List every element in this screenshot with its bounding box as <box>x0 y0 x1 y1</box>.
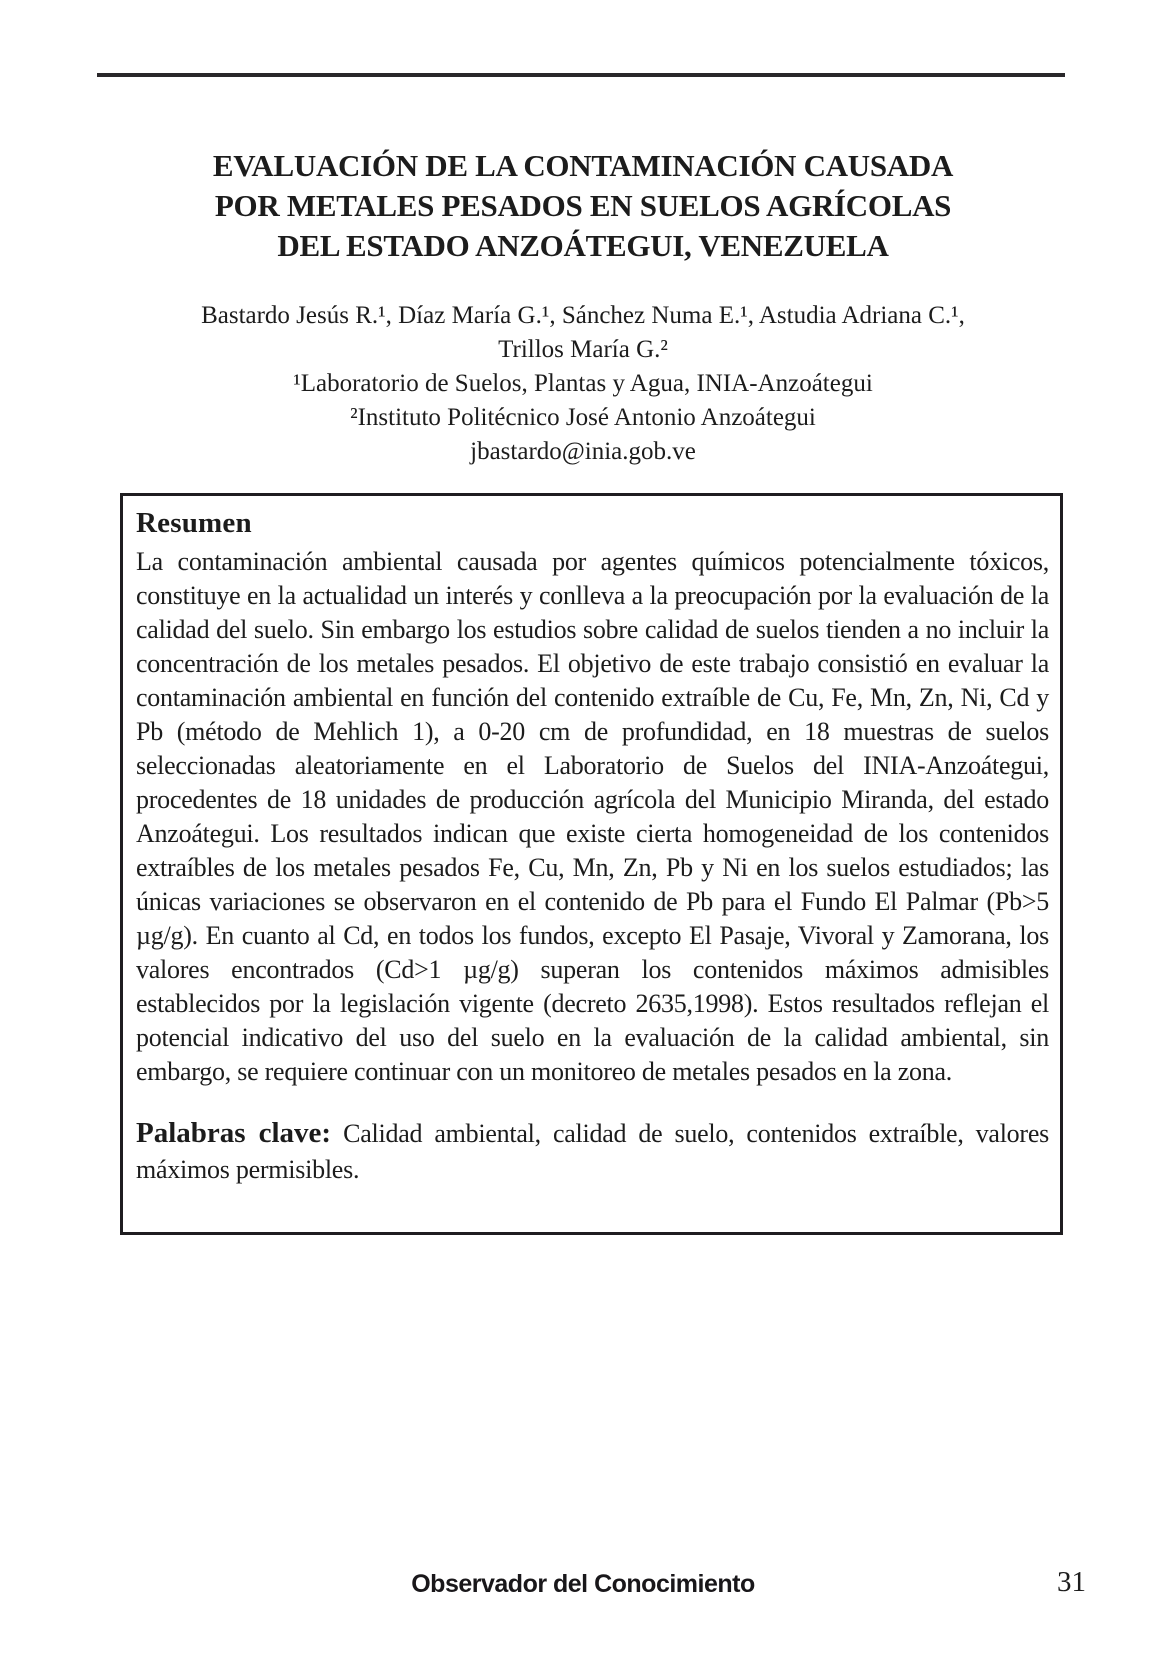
footer-journal-name: Observador del Conocimiento <box>411 1570 755 1598</box>
affiliation-1: ¹Laboratorio de Suelos, Plantas y Agua, INIA-Anzoátegui <box>293 370 873 397</box>
keywords-label: Palabras clave: <box>136 1117 332 1149</box>
abstract-box <box>120 493 1063 1235</box>
paper-title-line-3: DEL ESTADO ANZOÁTEGUI, VENEZUELA <box>277 228 889 263</box>
author-email: jbastardo@inia.gob.ve <box>470 438 696 465</box>
paper-title-line-2: POR METALES PESADOS EN SUELOS AGRÍCOLAS <box>214 188 952 223</box>
authors-block <box>60 299 1106 469</box>
keywords-paragraph <box>136 1115 1049 1188</box>
abstract-text: La contaminación ambiental causada por agentes químicos potencialmente tóxicos, constituye en la actualidad un interés y conlleva a la preocupación por la evaluación de la calidad del suelo. Sin embargo los estudios sobre calidad de suelos tienden a no incluir la concentración de los metales pesados. El objetivo de este trabajo consistió en evaluar la contaminación ambiental en función del contenido extraíble de Cu, Fe, Mn, Zn, Ni, Cd y Pb (método de Mehlich 1), a 0-20 cm de profundidad, en 18 muestras de suelos seleccionadas aleatoriamente en el Laboratorio de Suelos del INIA-Anzoátegui, procedentes de 18 unidades de producción agrícola del Municipio Miranda, del estado Anzoátegui. Los resultados indican que existe cierta homogeneidad de los contenidos extraíbles de los metales pesados Fe, Cu, Mn, Zn, Pb y Ni en los suelos estudiados; las únicas variaciones se observaron en el contenido de Pb para el Fundo El Palmar (Pb>5 µg/g). En cuanto al Cd, en todos los fundos, excepto El Pasaje, Vivoral y Zamorana, los valores encontrados (Cd>1 µg/g) superan los contenidos máximos admisibles establecidos por la legislación vigente (decreto 2635,1998). Estos resultados reflejan el potencial indicativo del uso del suelo en la evaluación de la calidad ambiental, sin embargo, se requiere continuar con un monitoreo de metales pesados en la zona. <box>136 547 1049 1086</box>
paper-title-line-1: EVALUACIÓN DE LA CONTAMINACIÓN CAUSADA <box>212 148 954 183</box>
affiliation-2: ²Instituto Politécnico José Antonio Anzoátegui <box>350 404 816 431</box>
authors-line-1: Bastardo Jesús R.¹, Díaz María G.¹, Sánchez Numa E.¹, Astudia Adriana C.¹, <box>201 302 965 329</box>
authors-line-2: Trillos María G.² <box>498 336 668 363</box>
abstract-heading: Resumen <box>136 507 252 539</box>
keywords-text: Calidad ambiental, calidad de suelo, contenidos extraíble, valores máximos permisibles. <box>136 1119 1049 1184</box>
paper-title <box>60 146 1106 266</box>
top-rule-divider <box>97 73 1065 77</box>
footer-page-number: 31 <box>1057 1566 1086 1598</box>
